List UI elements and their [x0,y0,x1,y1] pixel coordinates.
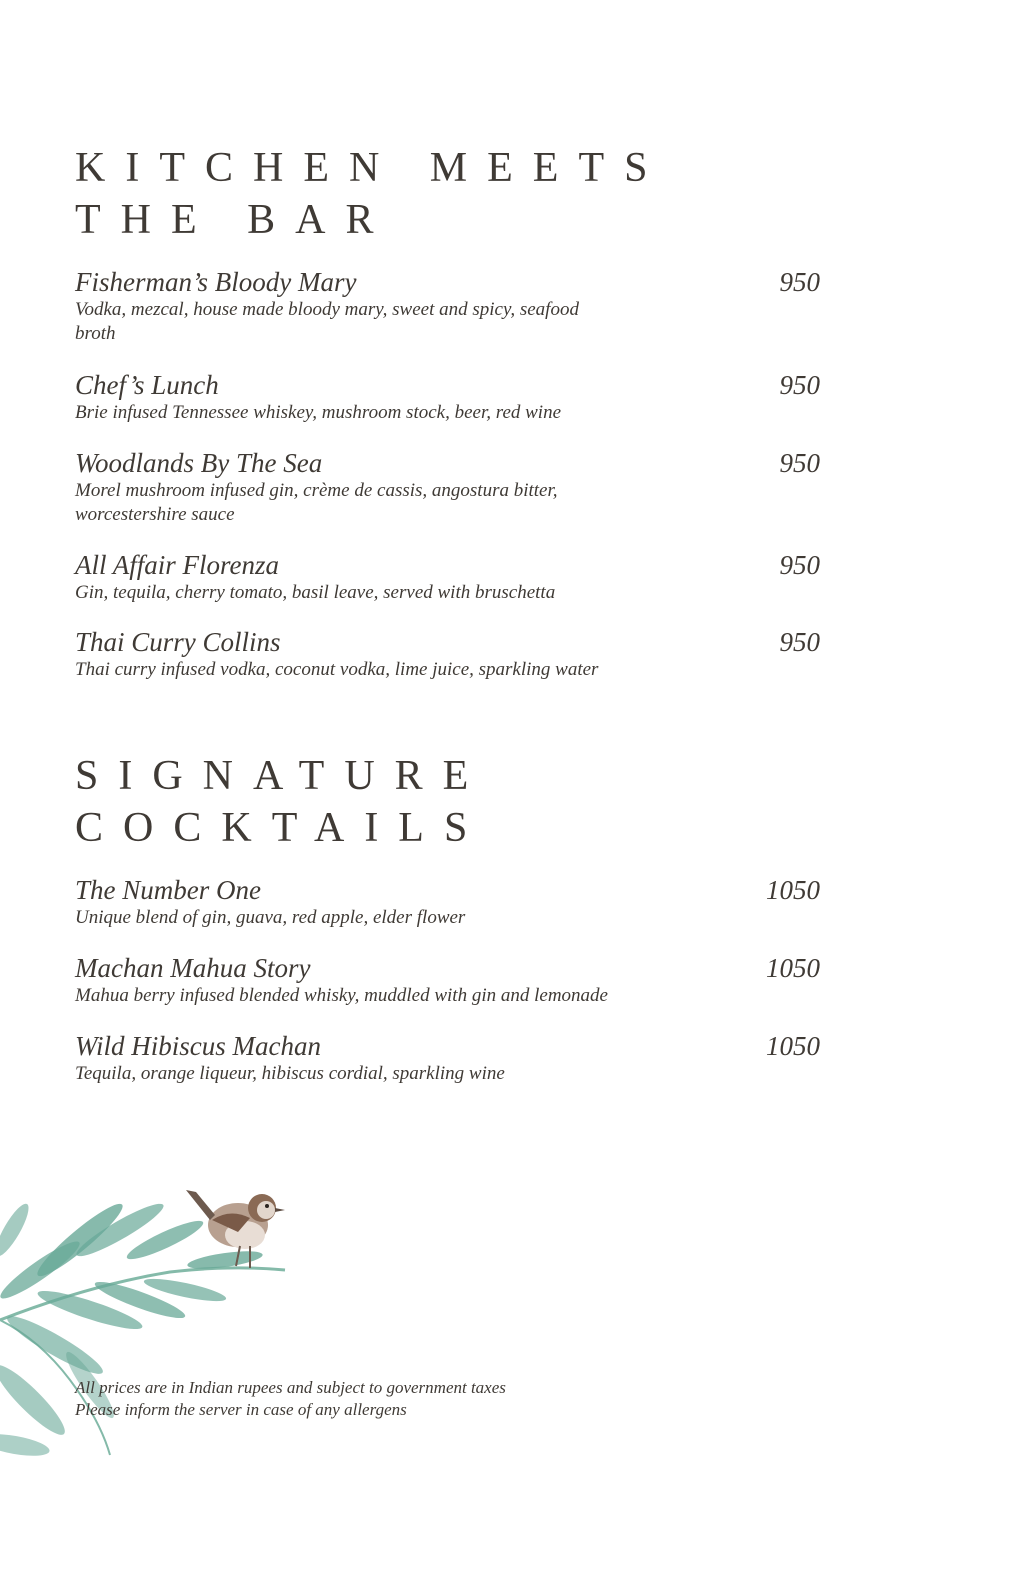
item-description: Morel mushroom infused gin, crème de cassis, angostura bitter, worcestershire sauce [75,480,558,525]
footer-allergen-note: Please inform the server in case of any allergens [75,1400,407,1419]
item-description: Mahua berry infused blended whisky, muddled with gin and lemonade [75,985,608,1006]
item-price: 950 [779,267,820,297]
menu-item [75,626,820,682]
item-name: Chef’s Lunch [75,370,219,400]
item-name: Machan Mahua Story [75,953,311,983]
item-price: 950 [779,370,820,400]
item-description: Gin, tequila, cherry tomato, basil leave, served with bruschetta [75,582,556,603]
item-price: 1050 [766,953,820,983]
item-name: The Number One [75,875,261,905]
menu-item [75,874,820,930]
menu-item [75,549,820,605]
item-name: Thai Curry Collins [75,627,281,657]
menu-item [75,447,820,527]
item-price: 1050 [766,875,820,905]
item-price: 1050 [766,1031,820,1061]
item-description: Unique blend of gin, guava, red apple, elder flower [75,907,466,928]
menu-item [75,266,820,346]
item-price: 950 [779,627,820,657]
menu-item [75,369,820,425]
menu-item [75,952,820,1008]
item-description: Vodka, mezcal, house made bloody mary, sweet and spicy, seafood broth [75,299,579,344]
section-title-signature-cocktails: SIGNATURE COCKTAILS [75,753,489,851]
section-title-kitchen-meets-the-bar: KITCHEN MEETS THE BAR [75,145,668,243]
item-name: All Affair Florenza [75,550,280,580]
item-description: Tequila, orange liqueur, hibiscus cordial, sparkling wine [75,1063,505,1084]
item-name: Wild Hibiscus Machan [75,1031,321,1061]
item-description: Brie infused Tennessee whiskey, mushroom stock, beer, red wine [75,402,562,423]
menu-item [75,1030,820,1086]
footer-tax-note: All prices are in Indian rupees and subject to government taxes [75,1378,506,1397]
item-price: 950 [779,550,820,580]
item-price: 950 [779,448,820,478]
item-name: Woodlands By The Sea [75,448,323,478]
item-name: Fisherman’s Bloody Mary [75,267,357,297]
item-description: Thai curry infused vodka, coconut vodka, lime juice, sparkling water [75,659,599,680]
footer-notes [75,1377,506,1421]
